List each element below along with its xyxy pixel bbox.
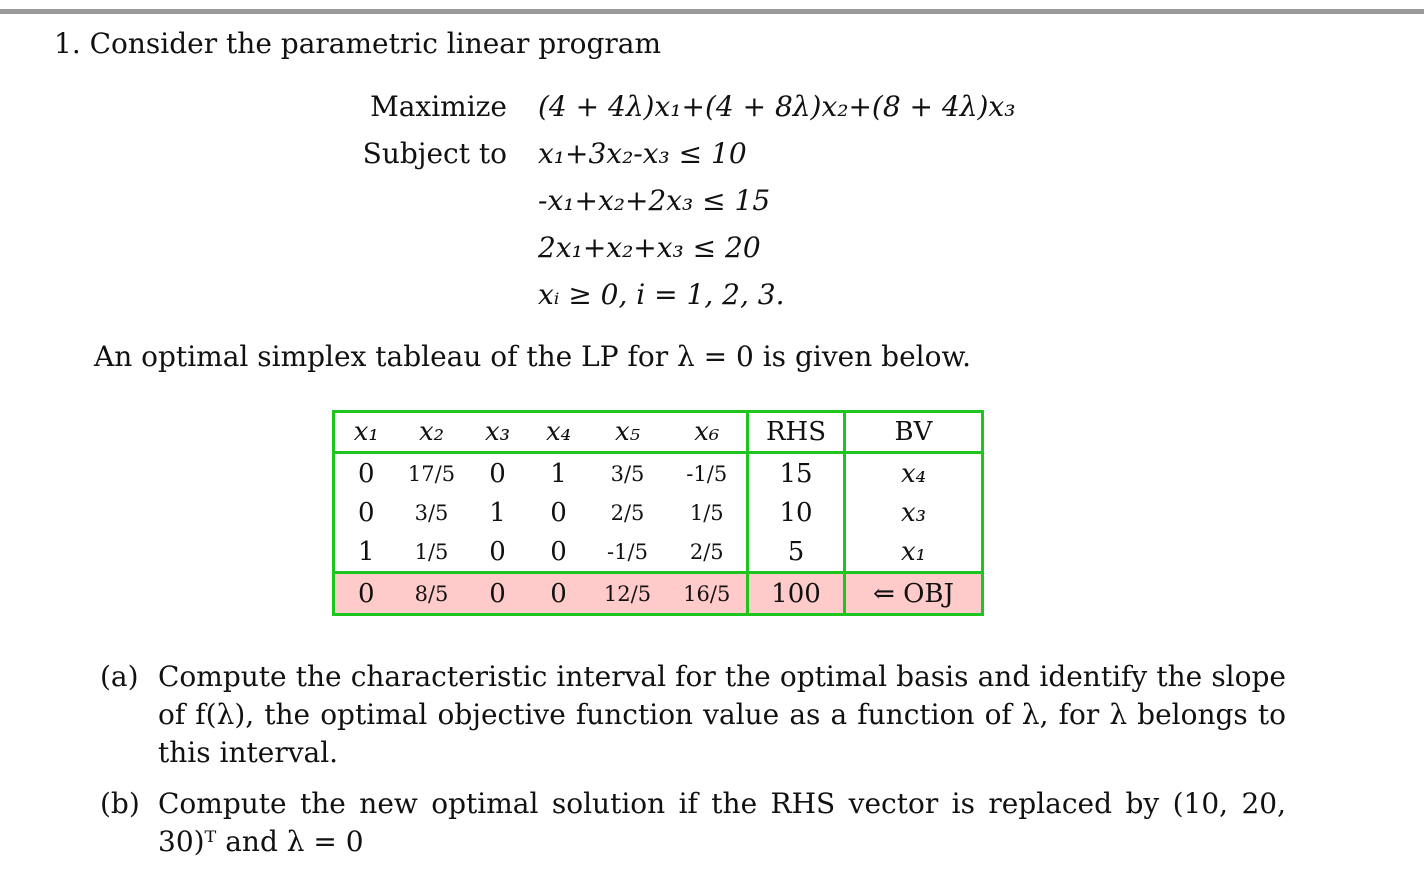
header-x6: x₆ [668,412,748,453]
part-b-label: (b) [100,787,140,820]
table-cell: 0 [357,497,375,528]
tableau-intro: An optimal simplex tableau of the LP for λ = 0 is given below. [94,340,971,373]
objective-marker: ⇐ OBJ [845,573,983,615]
header-bv: BV [845,412,983,453]
table-cell: 0 [489,536,506,567]
objective-row [334,573,983,615]
table-cell: 8/5 [398,573,466,615]
table-cell: 2/5 [610,500,645,525]
table-row [334,532,983,573]
table-cell: -1/5 [686,461,728,486]
table-cell: 2/5 [689,539,724,564]
tableau-header-row [334,412,983,453]
part-a-label: (a) [100,660,139,693]
constraint-3: 2x₁+x₂+x₃ ≤ 20 [538,231,761,264]
header-x1: x₁ [334,412,398,453]
bv-cell: x₄ [845,453,983,494]
table-cell: 3/5 [610,461,645,486]
maximize-label: Maximize [370,90,507,123]
rhs-cell: 10 [748,493,845,532]
table-cell: 3/5 [414,500,449,525]
question-title: 1. Consider the parametric linear program [54,27,661,60]
table-cell: 0 [334,573,398,615]
header-x3: x₃ [466,412,530,453]
table-cell: 12/5 [588,573,668,615]
table-cell: 1 [357,536,375,567]
table-cell: 0 [357,458,375,489]
rhs-cell: 5 [748,532,845,573]
rhs-cell: 100 [748,573,845,615]
bv-cell: x₁ [845,532,983,573]
table-row [334,493,983,532]
bv-cell: x₃ [845,493,983,532]
table-cell: 0 [466,573,530,615]
table-cell: -1/5 [607,539,648,564]
table-row [334,453,983,494]
table-cell: 17/5 [407,461,456,486]
table-cell: 1/5 [414,539,449,564]
part-a-text: Compute the characteristic interval for the optimal basis and identify the slope of f(λ), the optimal objective function value as a function of λ, for λ belongs to this interval. [158,660,1286,769]
subject-to-label: Subject to [362,137,507,170]
header-x5: x₅ [588,412,668,453]
rhs-cell: 15 [748,453,845,494]
constraint-1: x₁+3x₂-x₃ ≤ 10 [538,137,747,170]
table-cell: 0 [489,458,506,489]
table-cell: 0 [550,497,567,528]
top-rule [0,9,1424,14]
table-cell: 1/5 [689,500,724,525]
header-rhs: RHS [748,412,845,453]
table-cell: 0 [530,573,588,615]
table-cell: 16/5 [668,573,748,615]
constraint-2: -x₁+x₂+2x₃ ≤ 15 [538,184,771,217]
table-cell: 1 [550,458,567,489]
nonnegativity-constraint: xᵢ ≥ 0, i = 1, 2, 3. [538,278,785,311]
table-cell: 1 [489,497,506,528]
header-x2: x₂ [398,412,466,453]
simplex-tableau [332,410,984,616]
part-b-text: Compute the new optimal solution if the RHS vector is replaced by (10, 20, 30)ᵀ and λ = 0 [158,787,1286,858]
table-cell: 0 [550,536,567,567]
objective-function: (4 + 4λ)x₁+(4 + 8λ)x₂+(8 + 4λ)x₃ [538,90,1016,123]
header-x4: x₄ [530,412,588,453]
